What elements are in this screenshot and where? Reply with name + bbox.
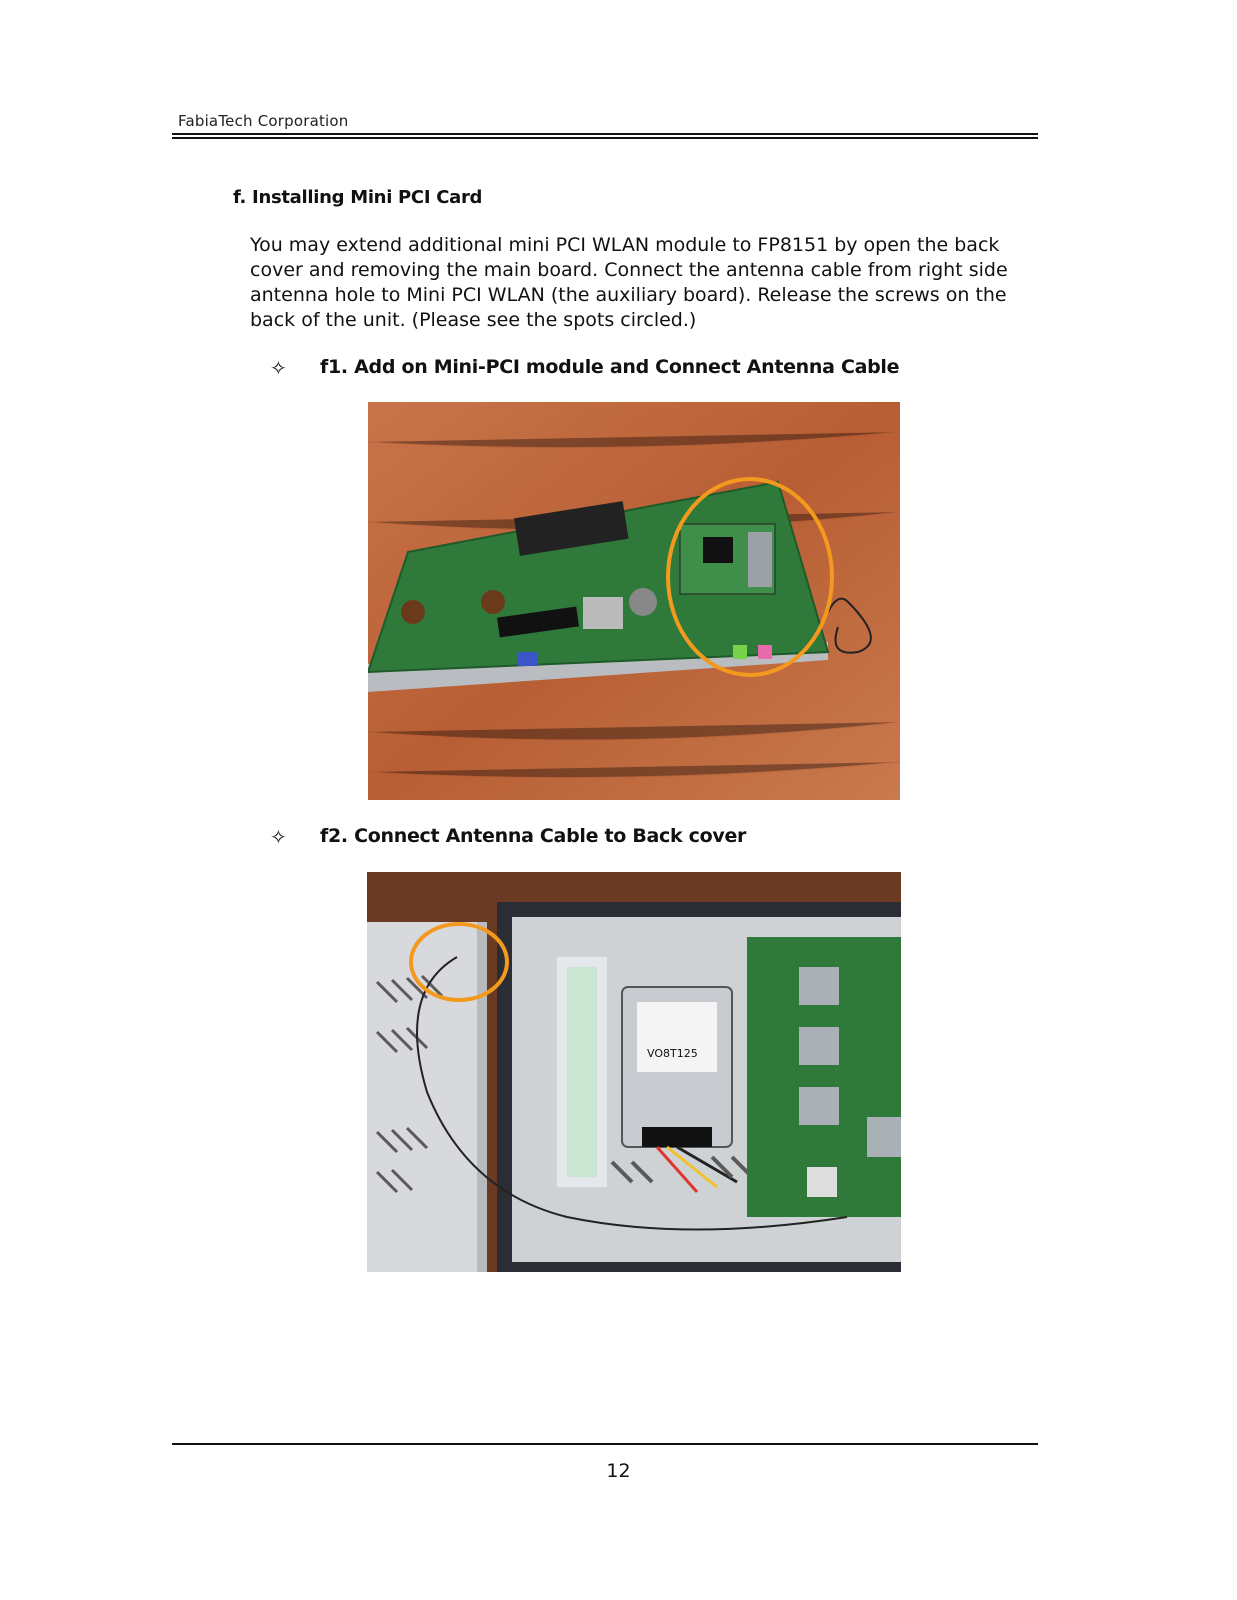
footer-rule	[172, 1443, 1038, 1445]
diamond-bullet-icon: ✧	[270, 825, 287, 849]
section-paragraph: You may extend additional mini PCI WLAN module to FP8151 by open the back cover and removing the main board. Connect the antenna cable from right side antenna hole to Mini PCI WLAN (the auxiliary board). Release the screws on the back of the unit. (Please see the spots circled.)	[250, 234, 1008, 331]
photo-back-cover-antenna	[367, 872, 901, 1272]
header-double-rule	[172, 133, 1038, 139]
step-f2-label: f2. Connect Antenna Cable to Back cover	[320, 825, 747, 847]
diamond-bullet-icon: ✧	[270, 356, 287, 380]
page-number: 12	[606, 1460, 631, 1482]
hdd-label-text: VO8T125	[647, 1047, 698, 1060]
step-f1-label: f1. Add on Mini-PCI module and Connect Antenna Cable	[320, 356, 900, 378]
header-company-name: FabiaTech Corporation	[178, 112, 349, 130]
photo-mini-pci-module	[368, 402, 900, 800]
section-title: f. Installing Mini PCI Card	[233, 187, 483, 208]
